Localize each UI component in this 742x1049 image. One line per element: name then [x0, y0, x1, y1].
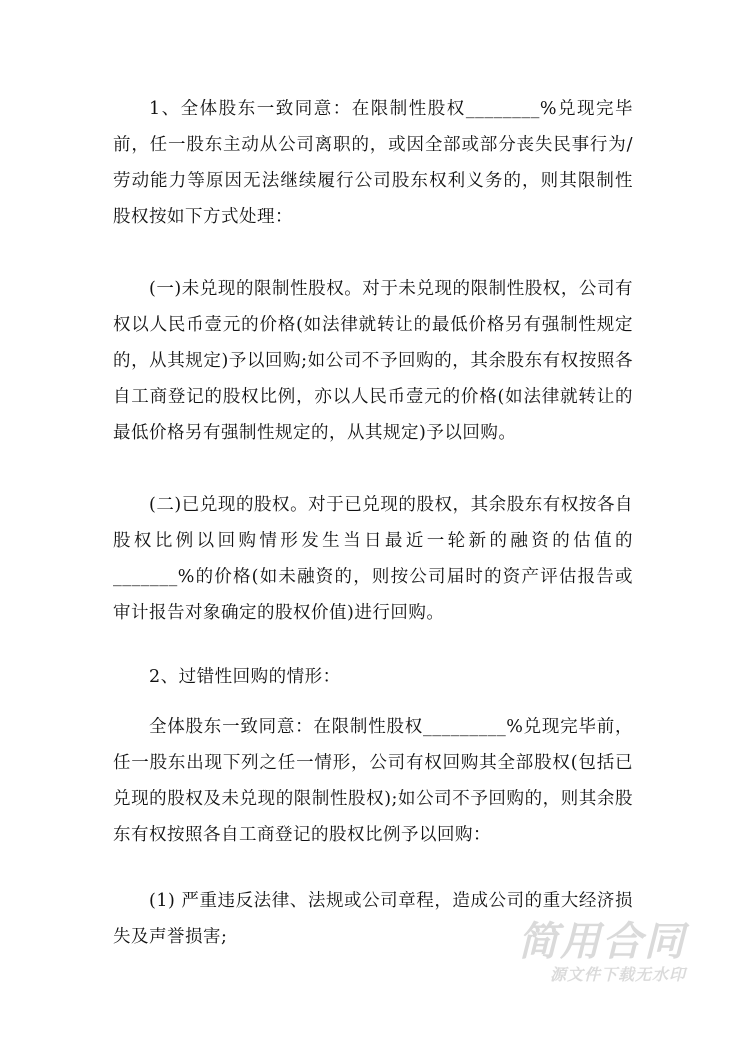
- watermark-title: 简用合同: [518, 919, 686, 965]
- paragraph-6: (1) 严重违反法律、法规或公司章程，造成公司的重大经济损失及声誉损害;: [113, 891, 633, 947]
- paragraph-2: (一)未兑现的限制性股权。对于未兑现的限制性股权，公司有权以人民币壹元的价格(如法律就转让的最低价格另有强制性规定的，从其规定)予以回购;如公司不予回购的，其余股东有权按照各自工商登记的股权比例，亦以人民币壹元的价格(如法律就转让的最低价格另有强制性规定的，从其规定)予以回购。: [113, 279, 633, 443]
- watermark-logo: [506, 920, 686, 986]
- paragraph-4-heading: 2、过错性回购的情形：: [149, 667, 341, 687]
- paragraph-1: 1、全体股东一致同意：在限制性股权________%兑现完毕前，任一股东主动从公司离职的，或因全部或部分丧失民事行为/劳动能力等原因无法继续履行公司股东权利义务的，则其限制性股权按如下方式处理：: [113, 99, 633, 227]
- paragraph-5: 全体股东一致同意：在限制性股权_________%兑现完毕前，任一股东出现下列之任一情形，公司有权回购其全部股权(包括已兑现的股权及未兑现的限制性股权);如公司不予回购的，则其余股东有权按照各自工商登记的股权比例予以回购：: [113, 717, 633, 845]
- watermark-subtitle: 源文件下载无水印: [549, 965, 686, 984]
- paragraph-3: (二)已兑现的股权。对于已兑现的股权，其余股东有权按各自股权比例以回购情形发生当日最近一轮新的融资的估值的_______%的价格(如未融资的，则按公司届时的资产评估报告或审计报告对象确定的股权价值)进行回购。: [113, 495, 633, 623]
